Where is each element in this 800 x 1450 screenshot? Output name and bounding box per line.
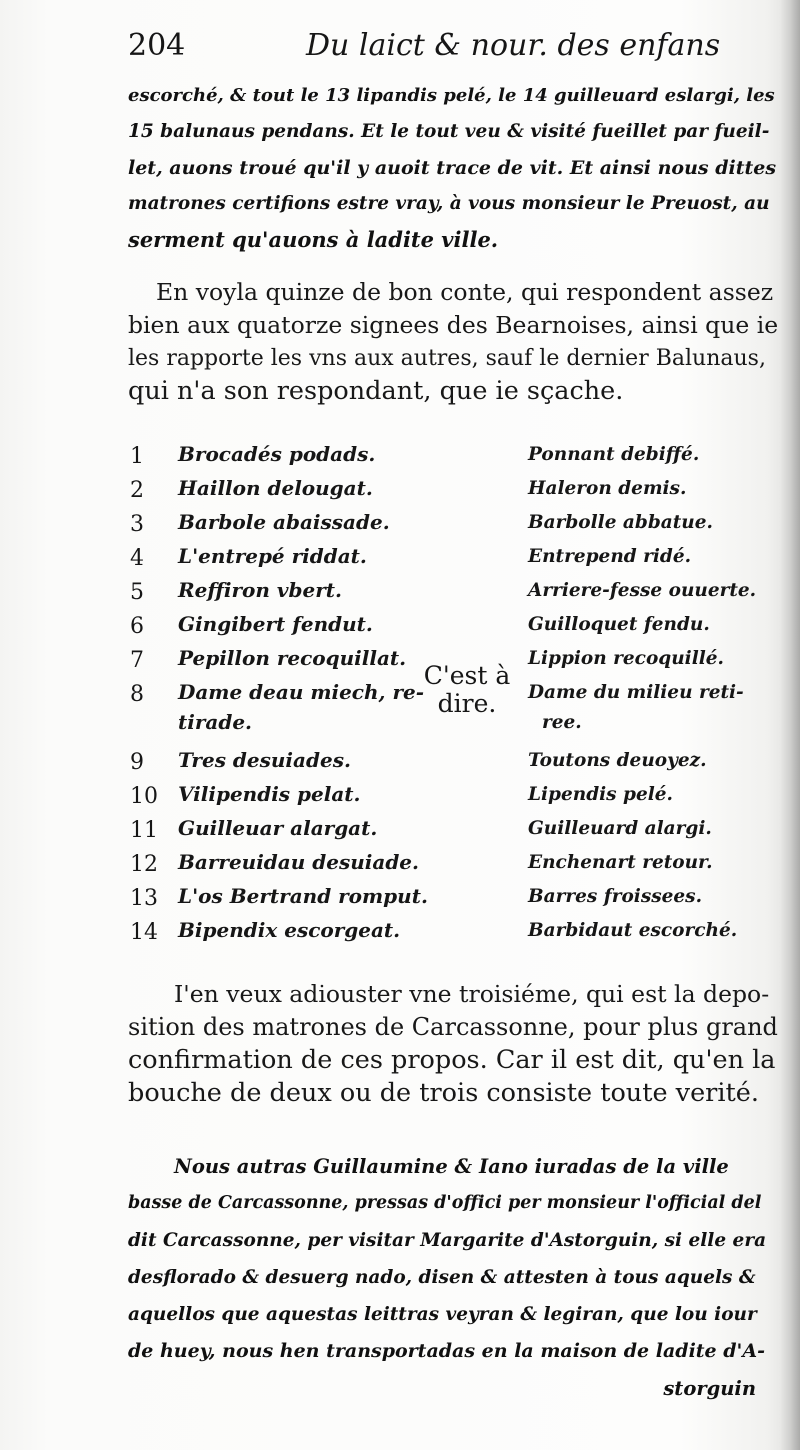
bearnese-term: Vilipendis pelat.: [178, 782, 361, 806]
text-line: escorché, & tout le 13 lipandis pelé, le 14 guilleuard eslargi, les: [128, 85, 775, 106]
text-line: aquellos que aquestas leittras veyran & legiran, que lou iour: [128, 1304, 757, 1325]
row-number: 6: [130, 614, 144, 639]
text-line: Nous autras Guillaumine & Iano iuradas de la ville: [174, 1155, 729, 1178]
bearnese-term: Barreuidau desuiade.: [178, 850, 419, 874]
bearnese-term: Dame deau miech, re-: [178, 680, 425, 704]
connector-line: C'est à: [423, 661, 511, 690]
text-line: les rapporte les vns aux autres, sauf le dernier Balunaus,: [128, 346, 766, 371]
french-term: Entrepend ridé.: [528, 546, 692, 567]
french-term: Guilloquet fendu.: [528, 614, 710, 635]
row-number: 9: [130, 750, 144, 775]
row-number: 2: [130, 478, 144, 503]
text-line: I'en veux adiouster vne troisiéme, qui est la depo-: [174, 980, 770, 1008]
connector-line: dire.: [437, 689, 497, 718]
row-number: 5: [130, 580, 144, 605]
running-title: Du laict & nour. des enfans: [306, 28, 721, 63]
text-line: let, auons troué qu'il y auoit trace de vit. Et ainsi nous dittes: [128, 157, 777, 179]
row-number: 11: [130, 818, 158, 843]
row-number: 12: [130, 852, 158, 877]
row-number: 1: [130, 444, 144, 469]
text-line: serment qu'auons à ladite ville.: [128, 227, 499, 252]
bearnese-term-continued: tirade.: [178, 710, 253, 734]
row-number: 8: [130, 682, 144, 707]
commentary-paragraph: [128, 276, 778, 408]
addition-paragraph: [128, 978, 778, 1110]
french-term-continued: ree.: [542, 712, 582, 733]
french-term: Barbolle abbatue.: [528, 512, 713, 533]
french-term: Barres froissees.: [528, 886, 703, 907]
row-number: 14: [130, 920, 158, 945]
report-paragraph: [128, 78, 778, 258]
text-line: qui n'a son respondant, que ie sçache.: [128, 376, 624, 406]
bearnese-term: Tres desuiades.: [178, 748, 351, 772]
text-line: bouche de deux ou de trois consiste toute verité.: [128, 1078, 759, 1108]
bearnese-term: Pepillon recoquillat.: [178, 646, 407, 670]
row-number: 13: [130, 886, 158, 911]
bearnese-term: Brocadés podads.: [178, 442, 376, 466]
text-line: desflorado & desuerg nado, disen & attesten à tous aquels &: [128, 1267, 756, 1288]
bearnese-term: Reffiron vbert.: [178, 578, 342, 602]
text-line: de huey, nous hen transportadas en la maison de ladite d'A-: [128, 1340, 765, 1362]
french-term: Guilleuard alargi.: [528, 818, 712, 839]
bearnese-term: Haillon delougat.: [178, 476, 373, 500]
french-term: Lipendis pelé.: [528, 784, 673, 805]
french-term: Barbidaut escorché.: [528, 920, 738, 941]
text-line: dit Carcassonne, per visitar Margarite d'Astorguin, si elle era: [128, 1230, 767, 1251]
bearnese-term: L'entrepé riddat.: [178, 544, 367, 568]
bearnese-term: Guilleuar alargat.: [178, 816, 378, 840]
text-line: basse de Carcassonne, pressas d'offici per monsieur l'official del: [128, 1193, 762, 1213]
french-term: Haleron demis.: [528, 478, 687, 499]
french-term: Enchenart retour.: [528, 852, 713, 873]
bearnese-term: L'os Bertrand romput.: [178, 884, 428, 908]
text-line: En voyla quinze de bon conte, qui respondent assez: [156, 278, 774, 306]
page-gutter-shadow: [780, 0, 800, 1450]
running-head: [128, 28, 778, 68]
row-number: 4: [130, 546, 144, 571]
carcassonne-deposition: [128, 1148, 768, 1407]
text-line: 15 balunaus pendans. Et le tout veu & visité fueillet par fueil-: [128, 121, 770, 142]
page-number: 204: [128, 28, 186, 63]
glossary-table: [130, 440, 770, 950]
french-term: Dame du milieu reti-: [528, 682, 744, 703]
row-number: 7: [130, 648, 144, 673]
french-term: Arriere-fesse ouuerte.: [528, 580, 757, 601]
bearnese-term: Barbole abaissade.: [178, 510, 390, 534]
french-term: Lippion recoquillé.: [528, 648, 724, 669]
text-line: matrones certifions estre vray, à vous monsieur le Preuost, au: [128, 193, 770, 214]
bearnese-term: Gingibert fendut.: [178, 612, 373, 636]
french-term: Ponnant debiffé.: [528, 444, 700, 465]
text-line: confirmation de ces propos. Car il est dit, qu'en la: [128, 1045, 776, 1075]
row-number: 10: [130, 784, 158, 809]
bearnese-term: Bipendix escorgeat.: [178, 918, 401, 942]
row-number: 3: [130, 512, 144, 537]
text-line: sition des matrones de Carcassonne, pour plus grand: [128, 1013, 778, 1041]
cest-a-dire-connector: [422, 662, 512, 718]
french-term: Toutons deuoyez.: [528, 750, 707, 771]
catchword: storguin: [663, 1377, 756, 1400]
text-line: bien aux quatorze signees des Bearnoises, ainsi que ie: [128, 311, 779, 339]
